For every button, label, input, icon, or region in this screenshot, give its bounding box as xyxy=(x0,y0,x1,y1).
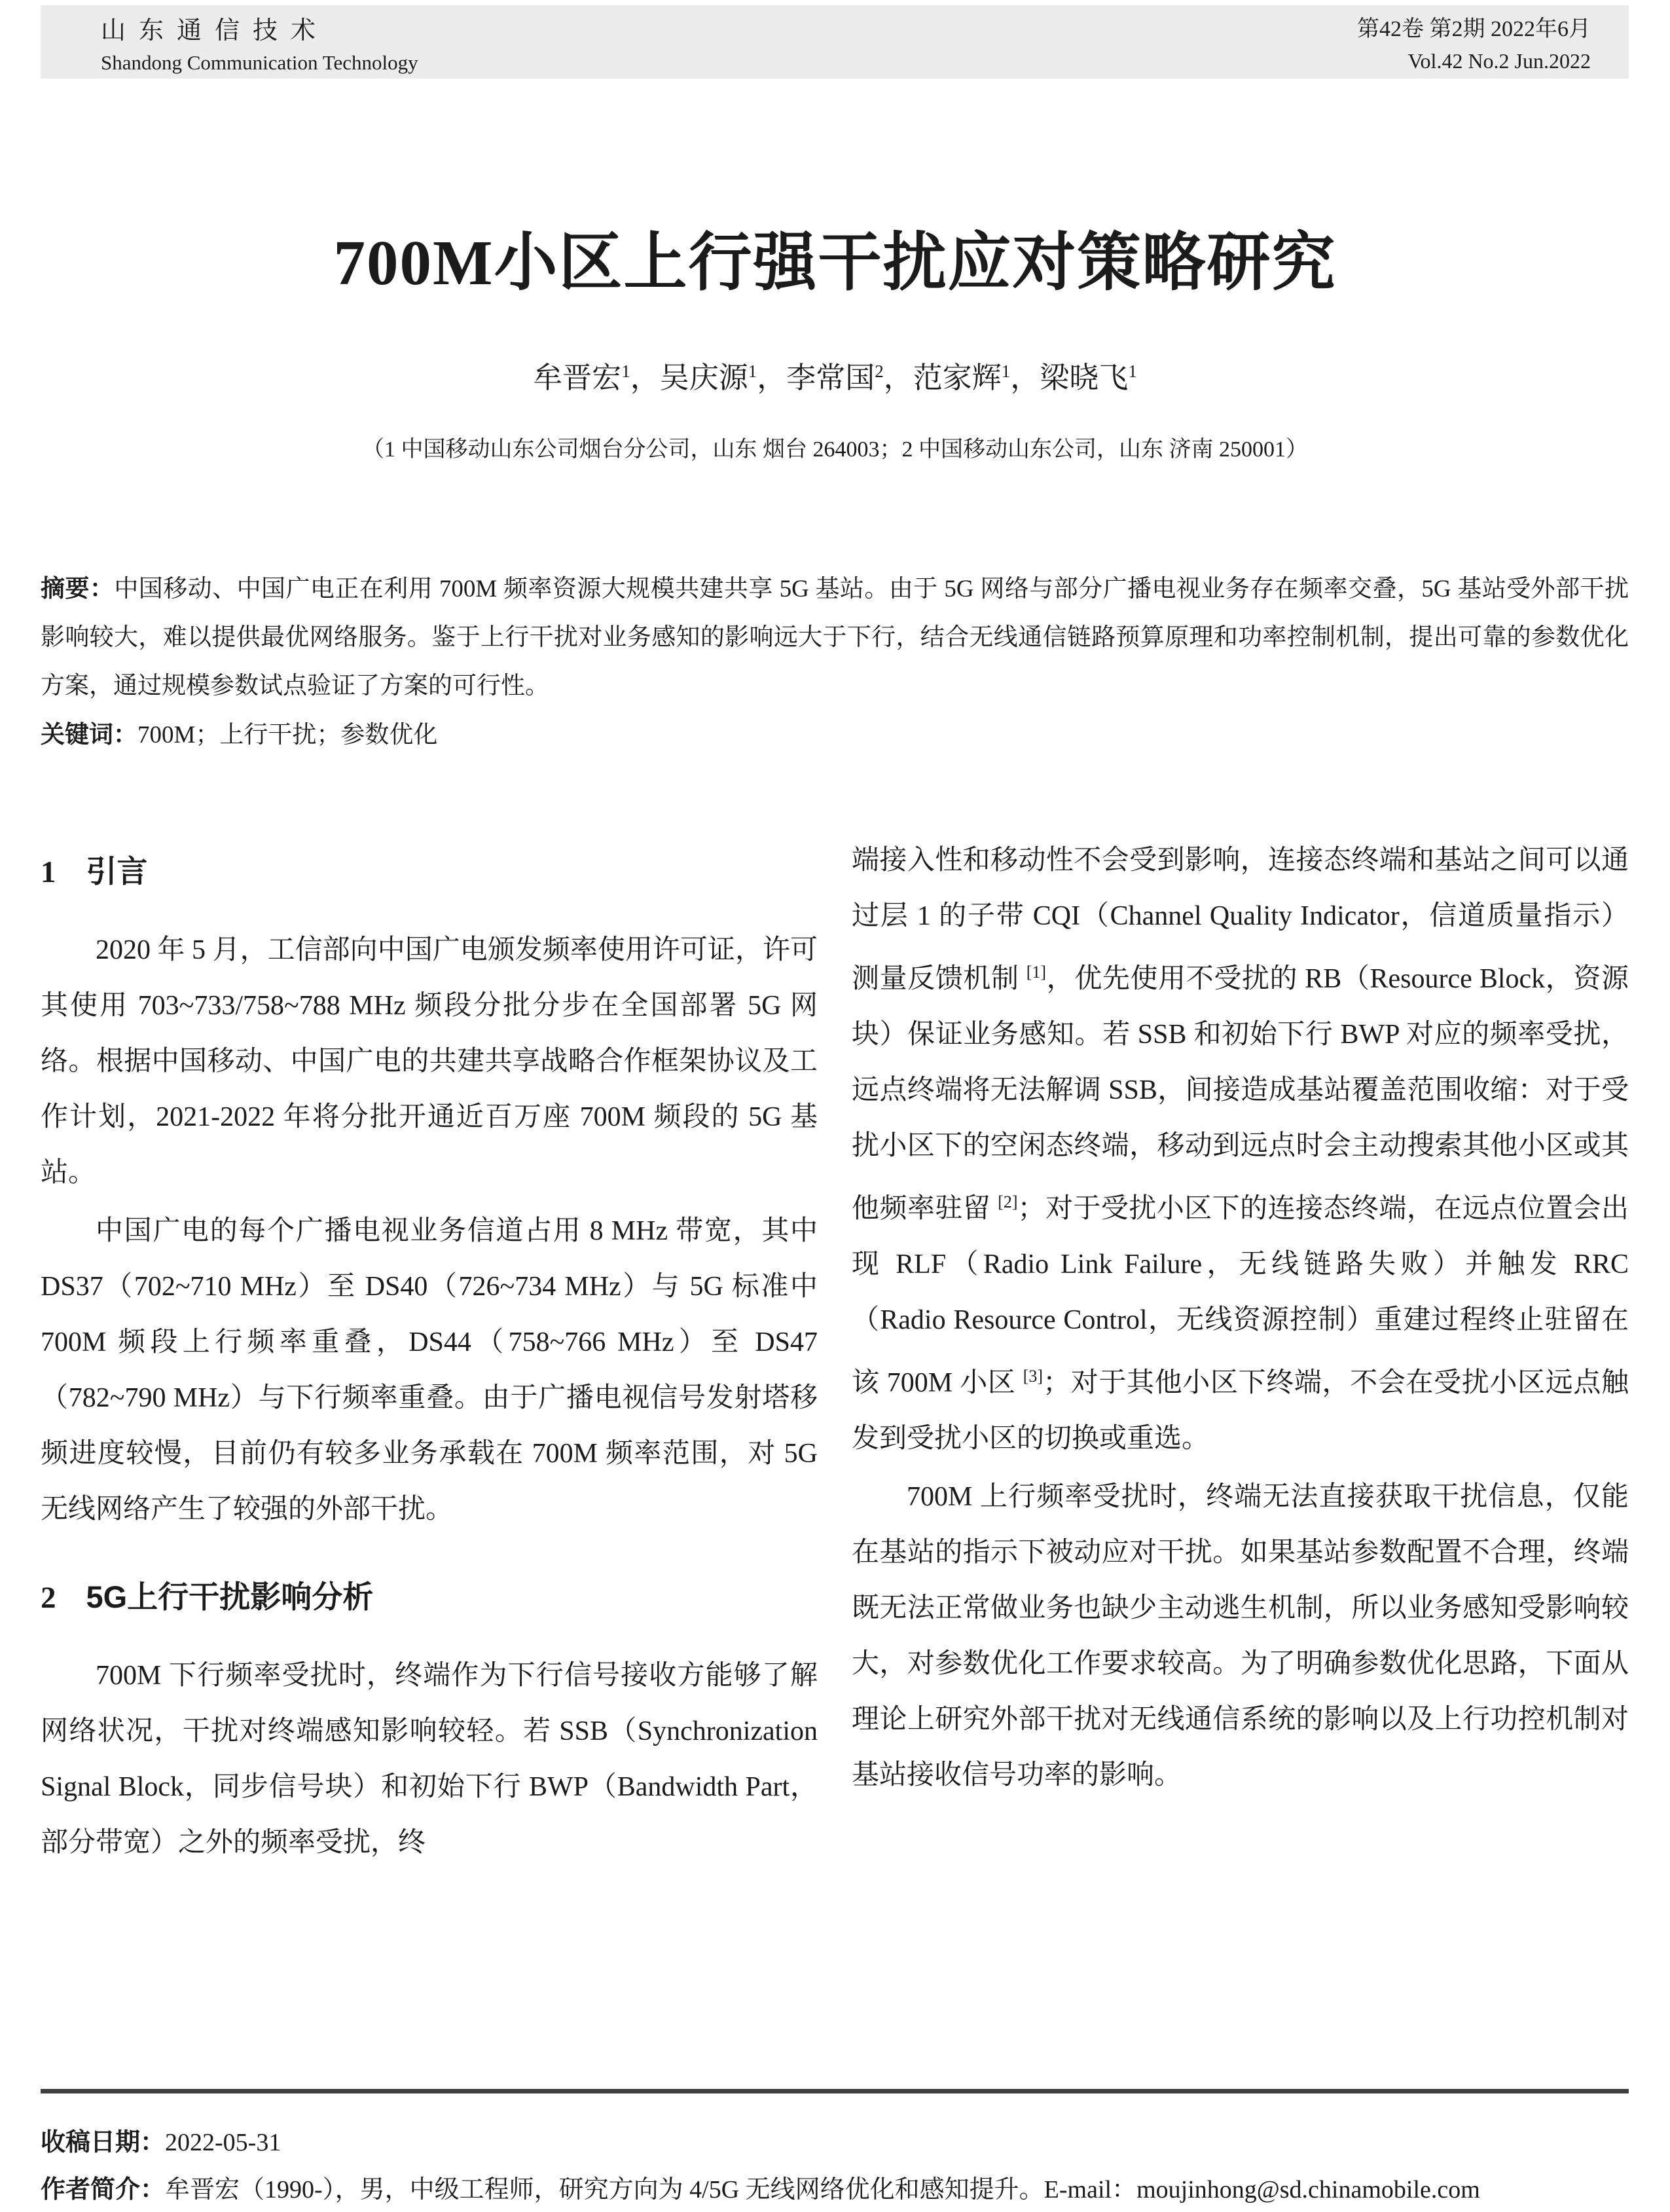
keywords-text: 700M；上行干扰；参数优化 xyxy=(137,722,438,748)
received-date-label: 收稿日期： xyxy=(41,2129,166,2156)
journal-name-en: Shandong Communication Technology xyxy=(101,50,418,74)
author-name: 吴庆源 xyxy=(659,361,748,394)
issue-info-block xyxy=(1357,10,1591,73)
body-paragraph: 中国广电的每个广播电视业务信道占用 8 MHz 带宽，其中 DS37（702~710 MHz）至 DS40（726~734 MHz）与 5G 标准中 700M 频段上行频率重叠，DS44（758~766 MHz）至 DS47（782~790 MHz）与下行频率重叠。由于广播电视信号发射塔移频进度较慢，目前仍有较多业务承载在 700M 频率范围，对 5G 无线网络产生了较强的外部干扰。 xyxy=(41,1216,818,1524)
body-paragraph: 2020 年 5 月，工信部向中国广电颁发频率使用许可证，许可其使用 703~733/758~788 MHz 频段分批分步在全国部署 5G 网络。根据中国移动、中国广电的共建共享战略合作框架协议及工作计划，2021-2022 年将分批开通近百万座 700M 频段的 5G 基站。 xyxy=(41,935,818,1188)
author-affil-ref: 1 xyxy=(1128,361,1137,381)
citation-ref: [3] xyxy=(1023,1367,1044,1386)
author-bio-label: 作者简介： xyxy=(41,2176,166,2203)
column-right xyxy=(852,833,1629,1873)
body-paragraph: 700M 下行频率受扰时，终端作为下行信号接收方能够了解网络状况，干扰对终端感知影响较轻。若 SSB（Synchronization Signal Block，同步信号块）和初始下行 BWP（Bandwidth Part，部分带宽）之外的频率受扰，终 xyxy=(41,1661,818,1858)
authors-line: 牟晋宏$^1$，吴庆源$^1$，李常国$^2$，范家辉$^1$，梁晓飞$^1$ xyxy=(533,361,1137,394)
citation-ref: [1] xyxy=(1026,963,1047,982)
footer-rule xyxy=(41,2089,1629,2093)
body-paragraph: 端接入性和移动性不会受到影响，连接态终端和基站之间可以通过层 1 的子带 CQI（Channel Quality Indicator，信道质量指示）测量反馈机制 [1]，优先使用不受扰的 RB（Resource Block，资源块）保证业务感知。若 SSB 和初始下行 BWP 对应的频率受扰，远点终端将无法解调 SSB，间接造成基站覆盖范围收缩：对于受扰小区下的空闲态终端，移动到远点时会主动搜索其他小区或其他频率驻留 [2]；对于受扰小区下的连接态终端，在远点位置会出现 RLF（Radio Link Failure，无线链路失败）并触发 RRC（Radio Resource Control，无线资源控制）重建过程终止驻留在该 700M 小区 [3]；对于其他小区下终端，不会在受扰小区远点触发到受扰小区的切换或重选。 xyxy=(852,845,1629,1454)
journal-name-cn: 山东通信技术 xyxy=(101,16,329,45)
author-name: 李常国 xyxy=(786,361,875,394)
author-affil-ref: 1 xyxy=(621,361,630,381)
section-heading xyxy=(41,847,818,891)
author-bio-text: 牟晋宏（1990-），男，中级工程师，研究方向为 4/5G 无线网络优化和感知提升。E-mail：moujinhong@sd.chinamobile.com xyxy=(165,2176,1480,2203)
journal-name-block xyxy=(101,10,418,75)
author-affil-ref: 1 xyxy=(1001,361,1011,381)
journal-header-band xyxy=(41,5,1629,79)
author-affil-ref: 2 xyxy=(875,361,884,381)
abstract-block xyxy=(41,564,1629,760)
section-heading xyxy=(41,1573,818,1617)
abstract-label: 摘要： xyxy=(41,575,115,602)
abstract-paragraph xyxy=(41,564,1629,710)
keywords-line xyxy=(41,710,1629,760)
section-title: 引言 xyxy=(86,854,148,889)
abstract-text: 中国移动、中国广电正在利用 700M 频率资源大规模共建共享 5G 基站。由于 5G 网络与部分广播电视业务存在频率交叠，5G 基站受外部干扰影响较大，难以提供最优网络服务。鉴于上行干扰对业务感知的影响远大于下行，结合无线通信链路预算原理和功率控制机制，提出可靠的参数优化方案，通过规模参数试点验证了方案的可行性。 xyxy=(41,576,1629,699)
received-date-value: 2022-05-31 xyxy=(165,2129,281,2156)
citation-ref: [2] xyxy=(998,1192,1018,1211)
keywords-label: 关键词： xyxy=(41,721,137,748)
author-bio-line xyxy=(41,2169,1629,2205)
body-paragraph: 700M 上行频率受扰时，终端无法直接获取干扰信息，仅能在基站的指示下被动应对干扰。如果基站参数配置不合理，终端既无法正常做业务也缺少主动逃生机制，所以业务感知受影响较大，对参数优化工作要求较高。为了明确参数优化思路，下面从理论上研究外部干扰对无线通信系统的影响以及上行功控机制对基站接收信号功率的影响。 xyxy=(852,1482,1629,1790)
issue-info-en: Vol.42 No.2 Jun.2022 xyxy=(1407,49,1591,73)
article-body xyxy=(41,833,1629,1873)
section-number: 1 xyxy=(41,855,56,889)
affiliation-line: （1 中国移动山东公司烟台分公司，山东 烟台 264003；2 中国移动山东公司，山东 济南 250001） xyxy=(362,437,1308,462)
issue-info-cn: 第42卷 第2期 2022年6月 xyxy=(1357,17,1591,41)
author-affil-ref: 1 xyxy=(748,361,757,381)
received-date-line xyxy=(41,2122,1629,2158)
author-name: 范家辉 xyxy=(913,361,1002,394)
section-number: 2 xyxy=(41,1581,56,1615)
author-name: 梁晓飞 xyxy=(1040,361,1129,394)
article-title: 700M小区上行强干扰应对策略研究 xyxy=(333,228,1337,298)
author-name: 牟晋宏 xyxy=(533,361,622,394)
section-title: 5G上行干扰影响分析 xyxy=(86,1579,374,1614)
column-left xyxy=(41,833,818,1873)
